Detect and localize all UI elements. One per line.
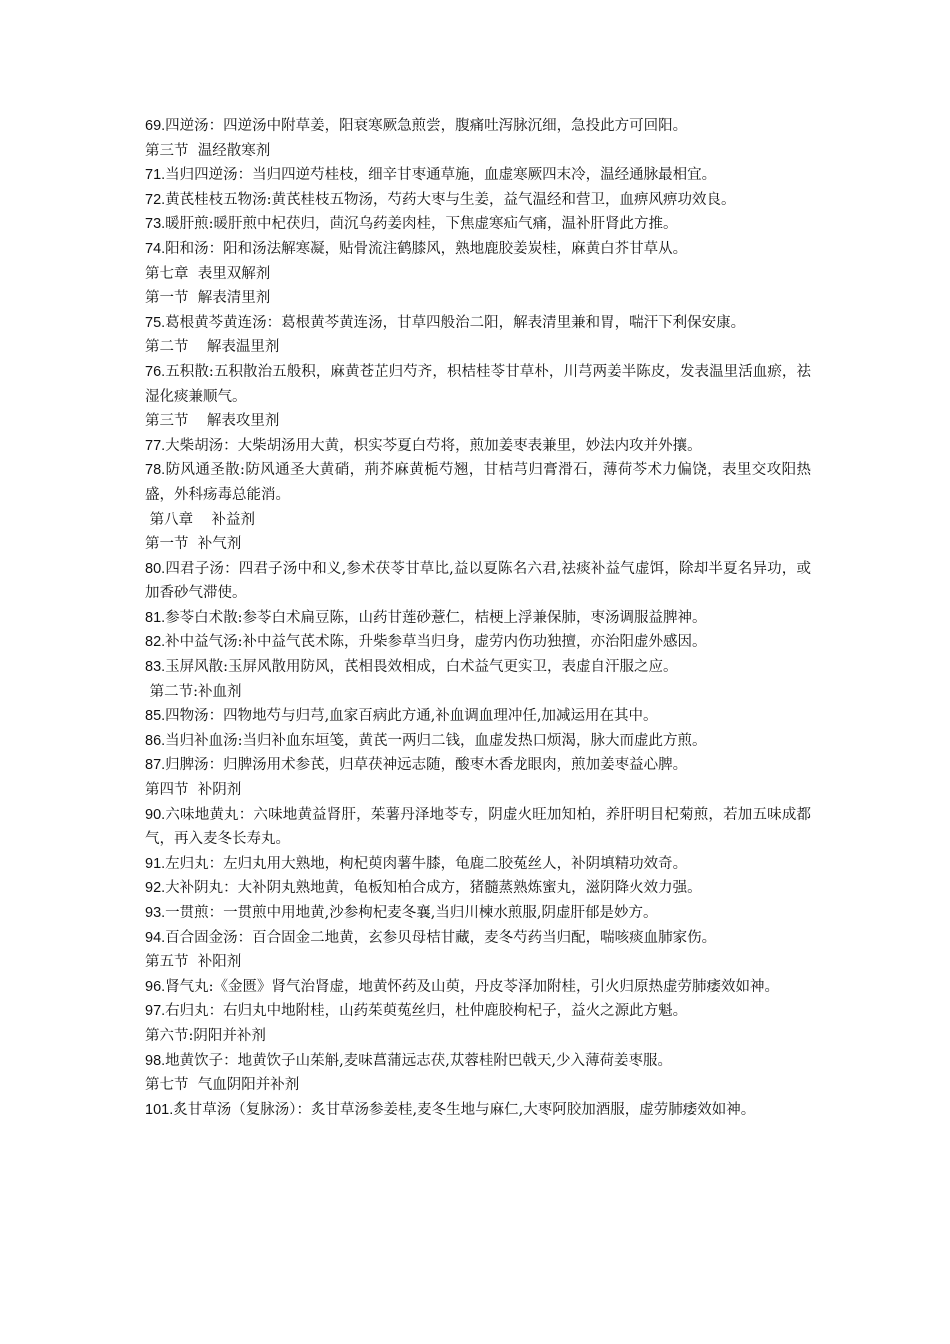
section-heading: 第八章 补益剂	[145, 511, 256, 528]
formula-entry	[145, 803, 811, 852]
entry-number: 101.	[145, 1101, 174, 1118]
section-heading: 第一节 补气剂	[145, 536, 242, 553]
entry-text: 大补阴丸：大补阴丸熟地黄，龟板知柏合成方，猪髓蒸熟炼蜜丸，滋阴降火效力强。	[165, 880, 702, 897]
entry-number: 73.	[145, 216, 166, 233]
formula-entry	[145, 999, 811, 1024]
entry-text: 地黄饮子：地黄饮子山茱斛,麦味菖蒲远志茯,苁蓉桂附巴戟天,少入薄荷姜枣服。	[165, 1052, 672, 1069]
entry-number: 71.	[145, 167, 166, 184]
entry-text: 肾气丸:《金匮》肾气治肾虚，地黄怀药及山萸，丹皮苓泽加附桂，引火归原热虚劳肺痿效如神。	[165, 978, 780, 995]
entry-text: 六味地黄丸：六味地黄益肾肝，茱薯丹泽地苓专，阴虚火旺加知柏，养肝明目杞菊煎，若加五味成都气，再入麦冬长寿丸。	[145, 806, 811, 848]
formula-entry	[145, 360, 811, 409]
section-heading: 第七节 气血阴阳并补剂	[145, 1077, 300, 1094]
entry-number: 78.	[145, 462, 166, 479]
entry-text: 黄芪桂枝五物汤:黄芪桂枝五物汤，芍药大枣与生姜，益气温经和营卫，血痹风痹功效良。	[165, 191, 736, 208]
entry-number: 83.	[145, 659, 166, 676]
entry-text: 四君子汤：四君子汤中和义,参术茯苓甘草比,益以夏陈名六君,祛痰补益气虚饵，除却半夏名异功，或加香砂气滞使。	[145, 560, 811, 602]
formula-entry	[145, 557, 811, 606]
entry-text: 炙甘草汤（复脉汤）：炙甘草汤参姜桂,麦冬生地与麻仁,大枣阿胶加酒服，虚劳肺痿效如神。	[173, 1101, 756, 1118]
document-body	[145, 114, 811, 1122]
entry-number: 74.	[145, 240, 166, 257]
entry-number: 93.	[145, 905, 166, 921]
entry-text: 四物汤：四物地芍与归芎,血家百病此方通,补血调血理冲任,加减运用在其中。	[165, 708, 658, 725]
entry-number: 86.	[145, 732, 166, 749]
entry-number: 97.	[145, 1003, 166, 1020]
formula-entry	[145, 1098, 811, 1123]
entry-text: 归脾汤：归脾汤用术参芪，归草茯神远志随，酸枣木香龙眼肉，煎加姜枣益心脾。	[165, 757, 688, 774]
formula-entry	[145, 852, 811, 877]
formula-entry	[145, 311, 811, 336]
formula-entry	[145, 237, 811, 262]
entry-number: 82.	[145, 634, 166, 651]
formula-entry	[145, 704, 811, 729]
formula-entry	[145, 1049, 811, 1074]
section-heading: 第四节 补阴剂	[145, 782, 242, 799]
formula-entry	[145, 188, 811, 213]
entry-text: 补中益气汤:补中益气芪术陈，升柴参草当归身，虚劳内伤功独擅，亦治阳虚外感因。	[165, 634, 707, 651]
entry-text: 当归补血汤:当归补血东垣笺，黄芪一两归二钱，血虚发热口烦渴，脉大而虚此方煎。	[165, 732, 707, 749]
entry-text: 玉屏风散:玉屏风散用防风，芪相畏效相成，白术益气更实卫，表虚自汗服之应。	[165, 659, 678, 676]
formula-entry	[145, 729, 811, 754]
entry-number: 81.	[145, 609, 166, 626]
section-heading: 第五节 补阳剂	[145, 954, 242, 971]
formula-entry	[145, 114, 811, 139]
entry-text: 防风通圣散:防风通圣大黄硝，荊芥麻黄栀芍翘，甘桔芎归膏滑石，薄荷芩术力偏饶，表里交攻阳热盛，外科疡毒总能消。	[145, 462, 811, 503]
entry-number: 75.	[145, 314, 166, 331]
formula-entry	[145, 926, 811, 951]
formula-entry	[145, 901, 811, 926]
section-heading: 第三节 解表攻里剂	[145, 413, 280, 430]
entry-number: 98.	[145, 1052, 166, 1069]
entry-number: 92.	[145, 880, 166, 897]
formula-entry	[145, 975, 811, 1000]
entry-text: 当归四逆汤：当归四逆芍桂枝，细辛甘枣通草施，血虚寒厥四末冷，温经通脉最相宜。	[165, 167, 717, 184]
entry-text: 阳和汤：阳和汤法解寒凝，贴骨流注鹤膝风，熟地鹿胶姜炭桂，麻黄白芥甘草从。	[165, 240, 688, 257]
section-heading: 第七章 表里双解剂	[145, 265, 271, 282]
section-heading: 第一节 解表清里剂	[145, 290, 271, 307]
entry-text: 暖肝煎:暖肝煎中杞茯归，茴沉乌药姜肉桂，下焦虚寒疝气痛，温补肝肾此方推。	[165, 216, 678, 233]
entry-text: 一贯煎：一贯煎中用地黄,沙参枸杞麦冬襄,当归川楝水煎服,阴虚肝郁是妙方。	[165, 905, 658, 921]
entry-text: 参苓白术散:参苓白术扁豆陈，山药甘莲砂薏仁，桔梗上浮兼保肺，枣汤调服益脾神。	[165, 609, 707, 626]
formula-entry	[145, 458, 811, 507]
entry-number: 69.	[145, 118, 166, 134]
formula-entry	[145, 163, 811, 188]
formula-entry	[145, 212, 811, 237]
section-heading: 第二节 解表温里剂	[145, 339, 280, 356]
entry-number: 96.	[145, 978, 166, 995]
entry-number: 87.	[145, 757, 166, 774]
entry-number: 77.	[145, 437, 166, 454]
section-heading: 第三节 温经散寒剂	[145, 142, 271, 159]
entry-number: 76.	[145, 363, 166, 380]
entry-text: 右归丸：右归丸中地附桂，山药茱萸菟丝归，杜仲鹿胶枸杞子，益火之源此方魁。	[165, 1003, 688, 1020]
entry-text: 四逆汤：四逆汤中附草姜，阳衰寒厥急煎尝，腹痛吐泻脉沉细，急投此方可回阳。	[165, 118, 688, 134]
entry-text: 葛根黄芩黄连汤：葛根黄芩黄连汤，甘草四般治二阳，解表清里兼和胃，喘汗下利保安康。	[165, 314, 746, 331]
formula-entry	[145, 606, 811, 631]
formula-entry	[145, 630, 811, 655]
entry-text: 五积散:五积散治五般积，麻黄苍芷归芍齐，枳桔桂苓甘草朴，川芎两姜半陈皮，发表温里活血瘀，祛湿化痰兼顺气。	[145, 363, 811, 405]
entry-text: 百合固金汤：百合固金二地黄，玄参贝母桔甘藏，麦冬芍药当归配，喘咳痰血肺家伤。	[165, 929, 717, 946]
section-heading: 第六节:阴阳并补剂	[145, 1027, 266, 1044]
formula-entry	[145, 753, 811, 778]
section-heading: 第二节:补血剂	[145, 683, 242, 700]
entry-number: 80.	[145, 560, 166, 577]
entry-text: 左归丸：左归丸用大熟地，枸杞萸肉薯牛膝，龟鹿二胶菟丝人，补阴填精功效奇。	[165, 855, 688, 872]
entry-number: 90.	[145, 806, 166, 823]
formula-entry	[145, 876, 811, 901]
formula-entry	[145, 434, 811, 459]
entry-number: 85.	[145, 708, 166, 725]
formula-entry	[145, 655, 811, 680]
entry-text: 大柴胡汤：大柴胡汤用大黄，枳实芩夏白芍将，煎加姜枣表兼里，妙法内攻并外攘。	[165, 437, 702, 454]
entry-number: 91.	[145, 855, 166, 872]
entry-number: 94.	[145, 929, 166, 946]
entry-number: 72.	[145, 191, 166, 208]
